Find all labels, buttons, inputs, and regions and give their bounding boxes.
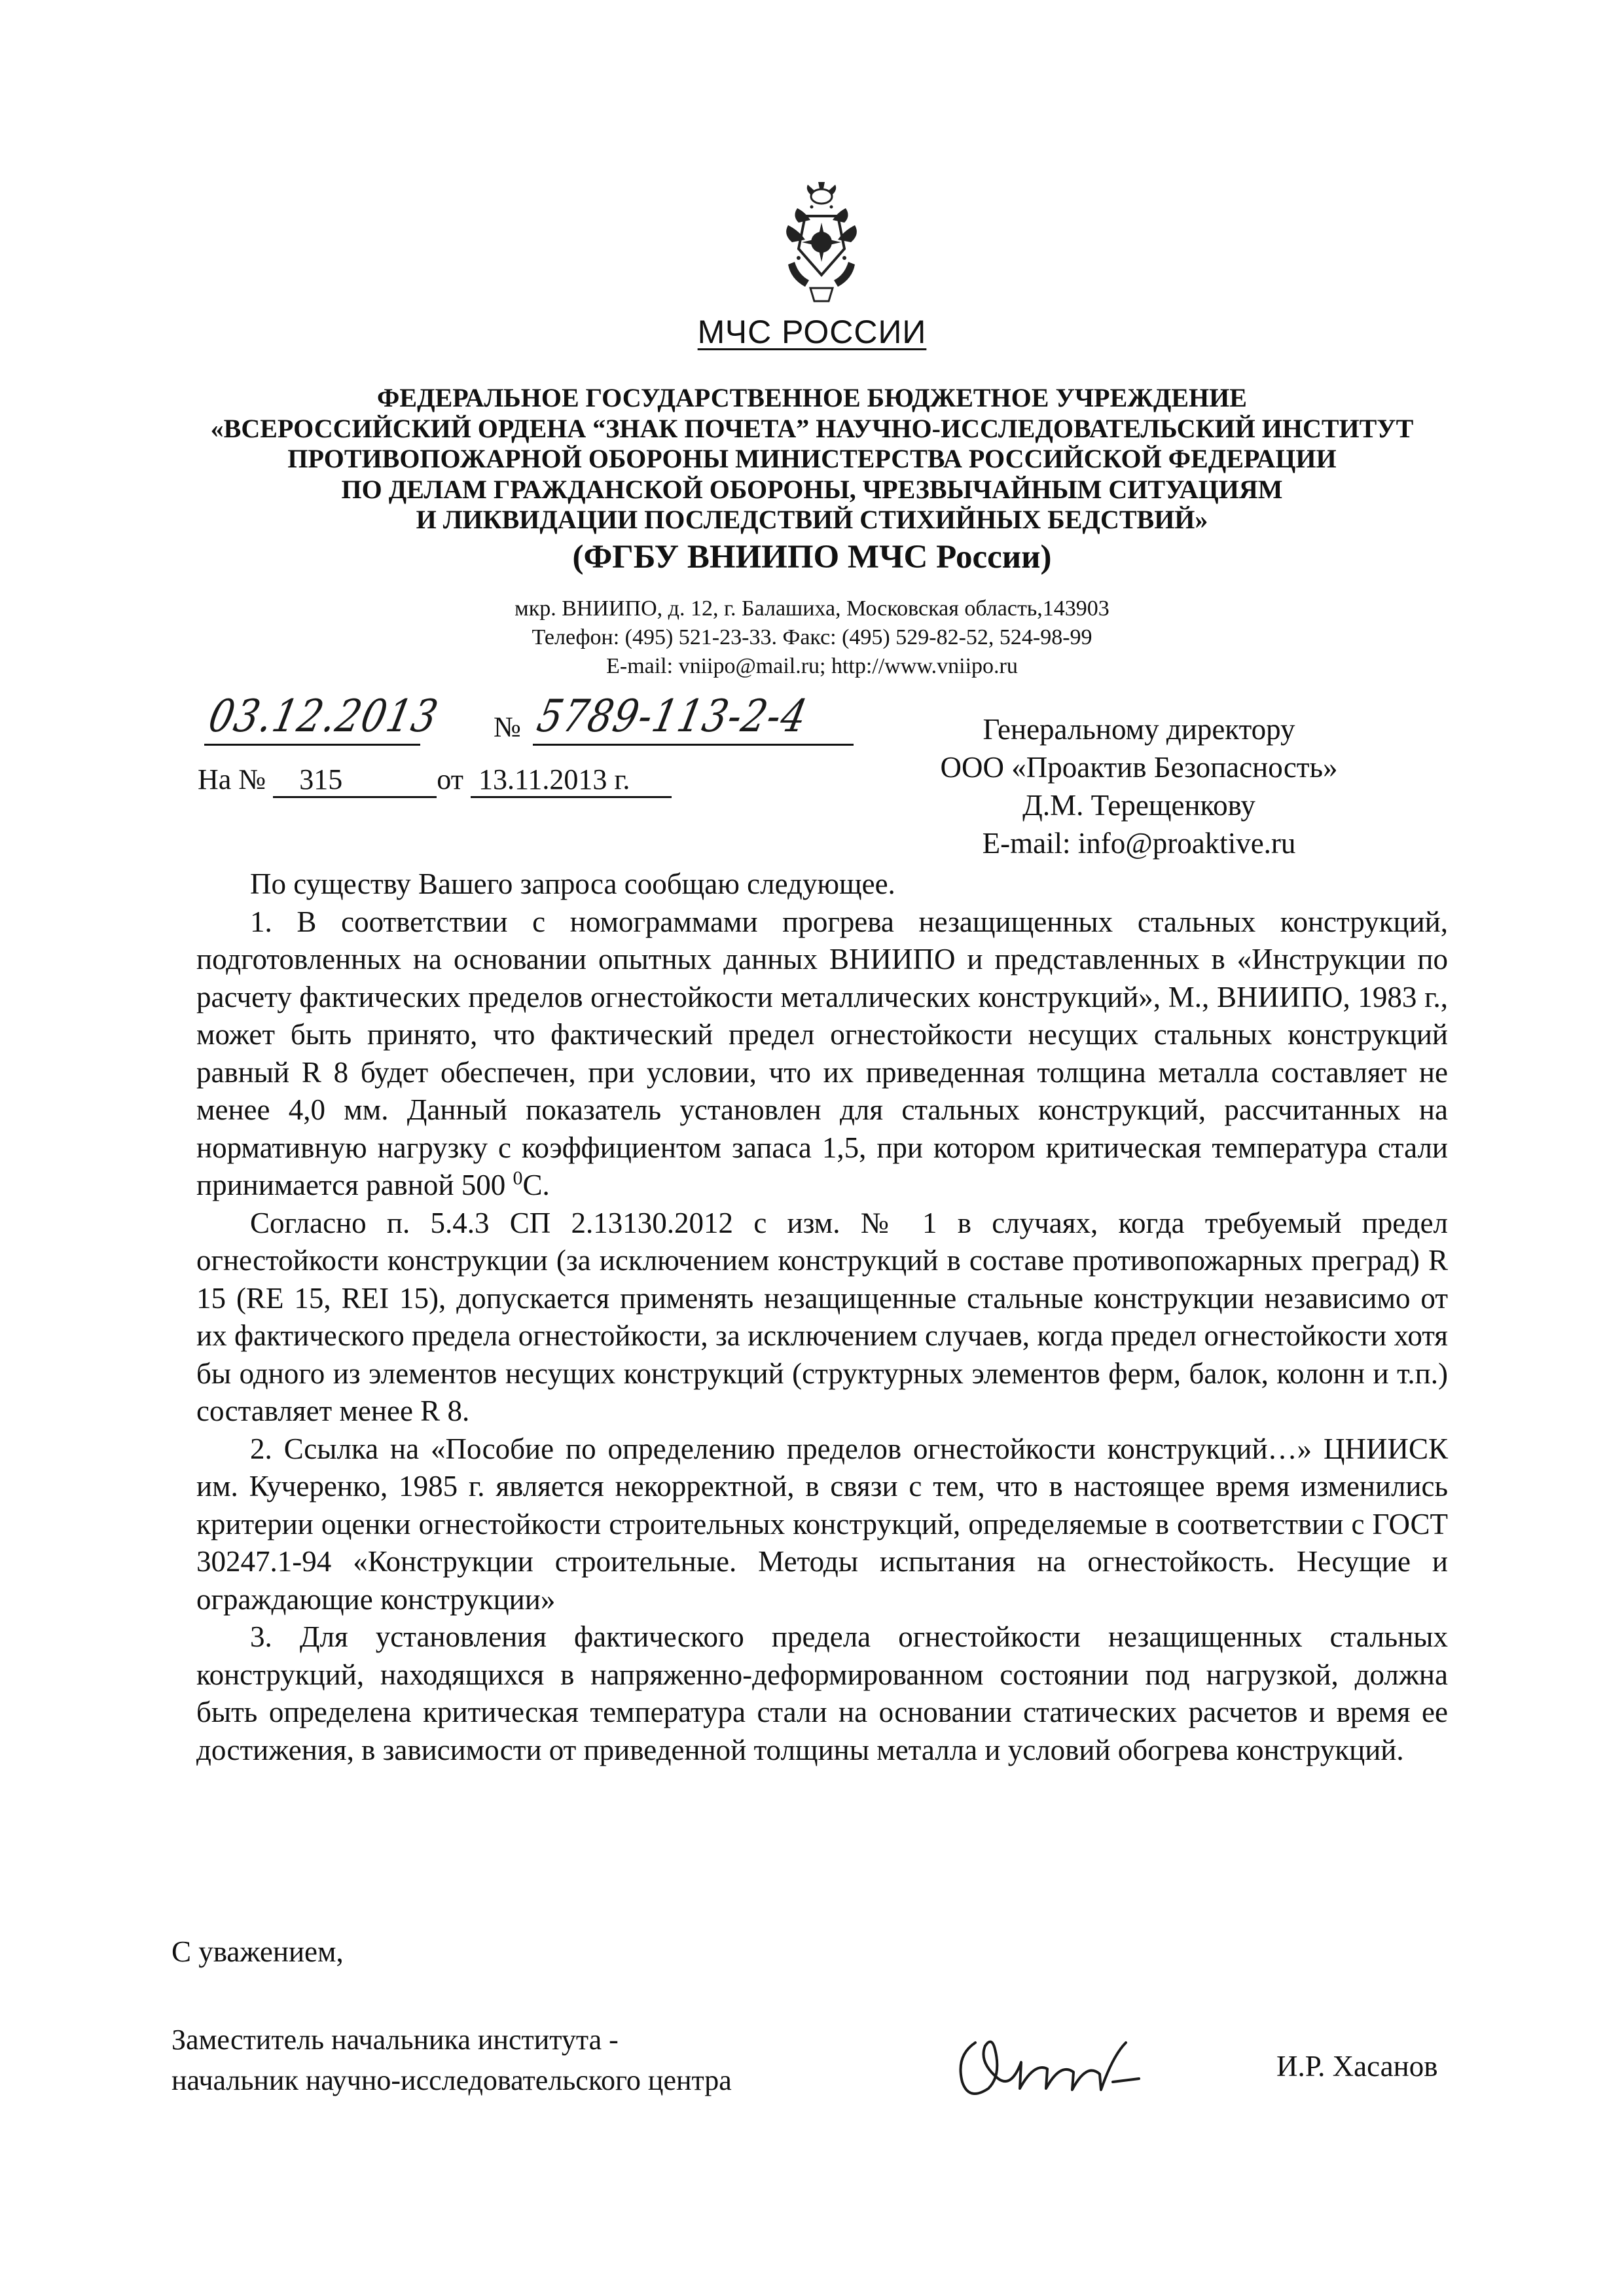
recipient-line: ООО «Проактив Безопасность»: [940, 751, 1338, 784]
outgoing-number-field: [533, 691, 854, 746]
incoming-reference: [198, 763, 672, 798]
letter-body: [196, 866, 1448, 1769]
phone-line: Телефон: (495) 521-23-33. Факс: (495) 529-82-52, 524-98-99: [532, 625, 1092, 649]
outgoing-date-field: [204, 691, 443, 746]
signer-position: [171, 2020, 732, 2101]
recipient-line: Д.М. Терещенкову: [1022, 789, 1255, 822]
org-line: И ЛИКВИДАЦИИ ПОСЛЕДСТВИЙ СТИХИЙНЫХ БЕДСТВИЙ»: [416, 505, 1208, 534]
position-line: начальник научно-исследовательского центра: [171, 2064, 732, 2096]
ministry-heading: [0, 313, 1624, 351]
outgoing-date: 03.12.2013: [204, 691, 443, 742]
temperature-unit: С.: [522, 1169, 550, 1201]
incoming-date: 13.11.2013 г.: [471, 763, 672, 798]
recipient-line: Генеральному директору: [983, 713, 1295, 746]
outgoing-number: 5789-113-2-4: [533, 691, 812, 742]
outgoing-registration: [198, 691, 885, 750]
paragraph-1: [196, 903, 1448, 1205]
ministry-name: МЧС РОССИИ: [697, 314, 927, 350]
recipient-email: E-mail: info@proaktive.ru: [982, 827, 1296, 860]
organization-short-name: (ФГБУ ВНИИПО МЧС России): [572, 539, 1052, 575]
closing-greeting: С уважением,: [171, 1935, 344, 1968]
paragraph-2: Согласно п. 5.4.3 СП 2.13130.2012 с изм. № 1 в случаях, когда требуемый предел огнестойкости конструкции (за исключением конструкций в составе противопожарных преград) R 15 (RE 15, REI 15), допускается применять незащищенные стальные конструкции независимо от их фактического предела огнестойкости, за исключением случаев, когда предел огнестойкости хотя бы одного из элементов несущих конструкций (структурных элементов ферм, балок, колонн и т.п.) составляет менее R 8.: [196, 1206, 1448, 1427]
paragraph-3: 2. Ссылка на «Пособие по определению пределов огнестойкости конструкций…» ЦНИИСК им. Кучеренко, 1985 г. является некорректной, в связи с тем, что в настоящее время изменились критерии оценки огнестойкости строительных конструкций, определяемые в соответствии с ГОСТ 30247.1-94 «Конструкции строительные. Методы испытания на огнестойкость. Несущие и ограждающие конструкции»: [196, 1432, 1448, 1616]
degree-sign: 0: [513, 1167, 523, 1189]
org-line: ФЕДЕРАЛЬНОЕ ГОСУДАРСТВЕННОЕ БЮДЖЕТНОЕ УЧРЕЖДЕНИЕ: [377, 383, 1247, 412]
position-line: Заместитель начальника института -: [171, 2024, 619, 2056]
incoming-number: 315: [273, 763, 437, 798]
paragraph-1-text: 1. В соответствии с номограммами прогрева незащищенных стальных конструкций, подготовленных на основании опытных данных ВНИИПО и представленных в «Инструкции по расчету фактических пределов огнестойкости металлических конструкций», М., ВНИИПО, 1983 г., может быть принято, что фактический предел огнестойкости несущих стальных конструкций равный R 8 будет обеспечен, при условии, что их приведенная толщина металла составляет не менее 4,0 мм. Данный показатель установлен для стальных конструкций, рассчитанных на нормативную нагрузку с коэффициентом запаса 1,5, при котором критическая температура стали принимается равной 500: [196, 905, 1448, 1201]
paragraph-4: 3. Для установления фактического предела огнестойкости незащищенных стальных конструкций, находящихся в напряженно-деформированном состоянии под нагрузкой, должна быть определена критическая температура стали на основании статических расчетов и время ее достижения, в зависимости от приведенной толщины металла и условий обогрева конструкций.: [196, 1620, 1448, 1766]
signer-name: И.Р. Хасанов: [1276, 2050, 1438, 2083]
incoming-from-label: от: [437, 763, 463, 795]
organization-contacts: [0, 594, 1624, 681]
address-line: мкр. ВНИИПО, д. 12, г. Балашиха, Московская область,143903: [514, 596, 1110, 621]
incoming-number-label: На №: [198, 763, 266, 795]
org-line: «ВСЕРОССИЙСКИЙ ОРДЕНА “ЗНАК ПОЧЕТА” НАУЧНО-ИССЛЕДОВАТЕЛЬСКИЙ ИНСТИТУТ: [210, 413, 1414, 443]
org-line: ПРОТИВОПОЖАРНОЙ ОБОРОНЫ МИНИСТЕРСТВА РОССИЙСКОЙ ФЕДЕРАЦИИ: [287, 444, 1337, 473]
organization-name: [0, 383, 1624, 536]
org-line: ПО ДЕЛАМ ГРАЖДАНСКОЙ ОБОРОНЫ, ЧРЕЗВЫЧАЙНЫМ СИТУАЦИЯМ: [341, 474, 1283, 504]
handwritten-signature: [949, 2016, 1152, 2108]
intro-paragraph: По существу Вашего запроса сообщаю следующее.: [250, 867, 895, 900]
mchs-emblem-icon: [779, 177, 864, 314]
number-sign-label: №: [494, 711, 521, 743]
email-web-line: E-mail: vniipo@mail.ru; http://www.vniipo.ru: [606, 654, 1018, 678]
recipient-block: [910, 710, 1368, 862]
